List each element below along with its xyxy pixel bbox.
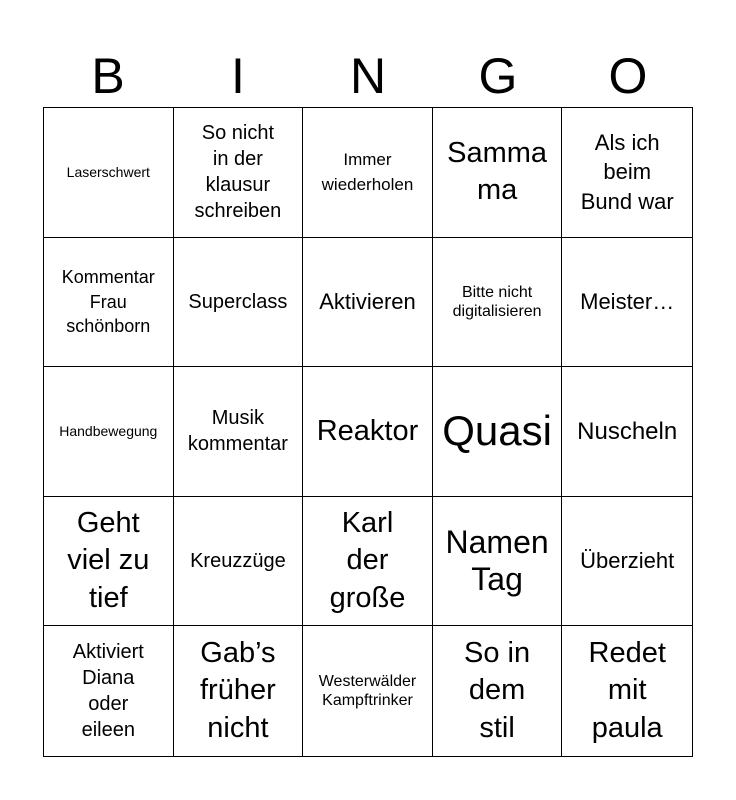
cell-text: Karl der große xyxy=(329,506,406,614)
bingo-cell[interactable] xyxy=(44,367,174,497)
cell-text: Aktivieren xyxy=(319,289,416,315)
bingo-cell[interactable] xyxy=(433,497,563,627)
cell-text: Musik kommentar xyxy=(187,407,288,456)
cell-text: Bitte nicht digitalisieren xyxy=(452,283,542,320)
bingo-cell[interactable] xyxy=(303,497,433,627)
bingo-cell[interactable] xyxy=(174,238,304,368)
bingo-cell[interactable] xyxy=(174,497,304,627)
header-letter-i: I xyxy=(231,48,245,104)
bingo-cell[interactable] xyxy=(44,626,174,756)
cell-text: So nicht in der klausur schreiben xyxy=(194,122,282,223)
cell-text: Kommentar Frau schönborn xyxy=(61,267,155,337)
cell-text: Superclass xyxy=(188,290,288,313)
cell-text: Handbewegung xyxy=(59,423,158,440)
cell-text: Westerwälder Kampftrinker xyxy=(318,673,417,710)
bingo-header xyxy=(43,48,693,104)
cell-text: Gab’s früher nicht xyxy=(200,636,276,745)
cell-text: Überzieht xyxy=(580,548,675,574)
cell-text: Redet mit paula xyxy=(588,636,666,745)
bingo-cell[interactable] xyxy=(433,238,563,368)
bingo-cell[interactable] xyxy=(433,626,563,756)
cell-text: Geht viel zu tief xyxy=(67,506,150,614)
cell-text: Reaktor xyxy=(316,414,419,447)
bingo-cell[interactable] xyxy=(433,367,563,497)
bingo-cell[interactable] xyxy=(303,626,433,756)
bingo-cell[interactable] xyxy=(44,238,174,368)
bingo-board xyxy=(43,107,693,757)
bingo-cell[interactable] xyxy=(562,626,692,756)
bingo-cell[interactable] xyxy=(303,367,433,497)
cell-text: So in dem stil xyxy=(464,636,531,745)
bingo-cell[interactable] xyxy=(433,108,563,238)
cell-text: Samma ma xyxy=(447,136,548,207)
bingo-cell[interactable] xyxy=(562,238,692,368)
cell-text: Nuscheln xyxy=(577,417,678,445)
bingo-cell[interactable] xyxy=(303,108,433,238)
cell-text: Kreuzzüge xyxy=(190,550,286,573)
header-letter-g: G xyxy=(478,48,518,104)
bingo-cell[interactable] xyxy=(562,108,692,238)
bingo-cell[interactable] xyxy=(303,238,433,368)
cell-text: Quasi xyxy=(442,407,552,455)
bingo-cell[interactable] xyxy=(562,497,692,627)
bingo-cell[interactable] xyxy=(174,367,304,497)
cell-text: Meister… xyxy=(580,289,675,315)
header-letter-o: O xyxy=(608,48,648,104)
cell-text: Immer wiederholen xyxy=(321,149,414,195)
header-letter-b: B xyxy=(91,48,125,104)
bingo-cell[interactable] xyxy=(44,497,174,627)
bingo-cell[interactable] xyxy=(174,108,304,238)
bingo-cell[interactable] xyxy=(174,626,304,756)
cell-text: Namen Tag xyxy=(445,524,549,598)
cell-text: Als ich beim Bund war xyxy=(580,129,674,215)
header-letter-n: N xyxy=(349,48,387,104)
cell-text: Aktiviert Diana oder eileen xyxy=(72,641,144,742)
bingo-cell[interactable] xyxy=(44,108,174,238)
cell-text: Laserschwert xyxy=(66,163,150,180)
bingo-cell[interactable] xyxy=(562,367,692,497)
